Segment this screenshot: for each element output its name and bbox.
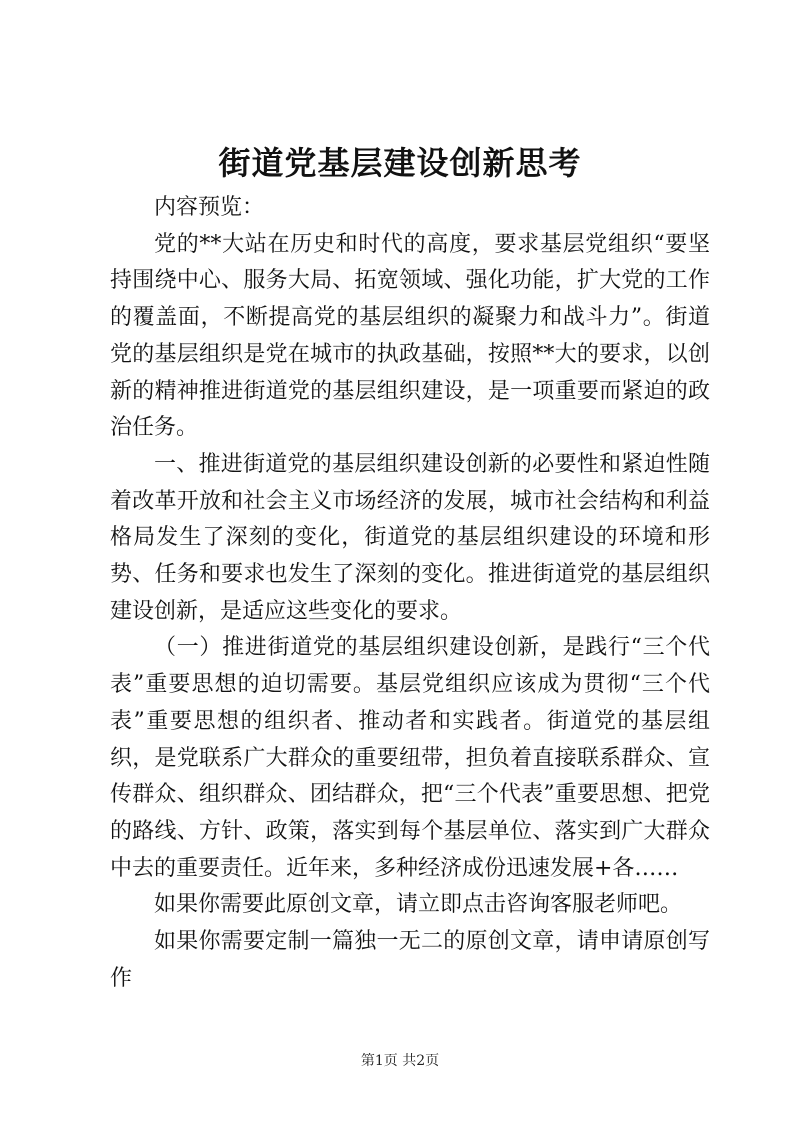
paragraph-custom-prompt: 如果你需要定制一篇独一无二的原创文章，请申请原创写作 (110, 929, 710, 991)
paragraph-intro: 党的**大站在历史和时代的高度，要求基层党组织“要坚持围绕中心、服务大局、拓宽领域、强化功能，扩大党的工作的覆盖面，不断提高党的基层组织的凝聚力和战斗力”。街道党的基层组织是党在城市的执政基础，按照**大的要求，以创新的精神推进街道党的基层组织建设，是一项重要而紧迫的政治任务。 (110, 231, 710, 441)
page-number: 第1页 共2页 (360, 1053, 440, 1069)
paragraph-consult-prompt: 如果你需要此原创文章，请立即点击咨询客服老师吧。 (154, 892, 683, 918)
document-body (110, 190, 710, 997)
preview-label: 内容预览： (154, 195, 265, 220)
document-title: 街道党基层建设创新思考 (218, 144, 582, 182)
paragraph-subsection-one: （一）推进街道党的基层组织建设创新，是践行“三个代表”重要思想的迫切需要。基层党组织应该成为贯彻“三个代表”重要思想的组织者、推动者和实践者。街道党的基层组织，是党联系广大群众的重要纽带，担负着直接联系群众、宣传群众、组织群众、团结群众，把“三个代表”重要思想、把党的路线、方针、政策，落实到每个基层单位、落实到广大群众中去的重要责任。近年来，多种经济成份迅速发展+各…… (110, 635, 710, 881)
paragraph-section-one: 一、推进街道党的基层组织建设创新的必要性和紧迫性随着改革开放和社会主义市场经济的发展，城市社会结构和利益格局发生了深刻的变化，街道党的基层组织建设的环境和形势、任务和要求也发生了深刻的变化。推进街道党的基层组织建设创新，是适应这些变化的要求。 (110, 451, 710, 624)
